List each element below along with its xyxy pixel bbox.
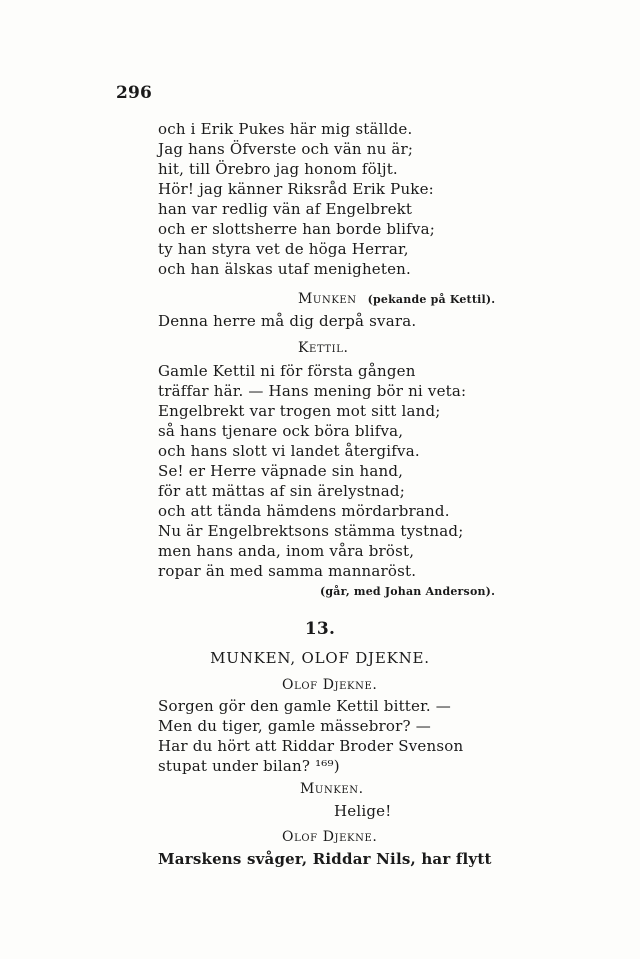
verse-line: Nu är Engelbrektsons stämma tystnad; xyxy=(158,522,464,540)
verse-line: och att tända hämdens mördarbrand. xyxy=(158,502,450,520)
verse-line: träffar här. — Hans mening bör ni veta: xyxy=(158,382,467,400)
verse-line: och hans slott vi landet återgifva. xyxy=(158,442,420,460)
verse-line: hit, till Örebro jag honom följt. xyxy=(158,160,398,178)
verse-line: han var redlig vän af Engelbrekt xyxy=(158,200,413,218)
scene-number: 13. xyxy=(304,619,336,639)
speaker-name: Munken xyxy=(298,291,357,307)
speaker-heading-munken: Munken. xyxy=(300,781,364,797)
verse-line: Sorgen gör den gamle Kettil bitter. — xyxy=(158,697,451,715)
verse-line: stupat under bilan? ¹⁶⁹) xyxy=(158,757,340,775)
verse-line: Men du tiger, gamle mässebror? — xyxy=(158,717,431,735)
verse-line: och han älskas utaf menigheten. xyxy=(158,260,412,278)
verse-line: och er slottsherre han borde blifva; xyxy=(158,220,435,238)
stage-direction: (pekande på Kettil). xyxy=(367,293,496,306)
speaker-heading-olof: Olof Djekne. xyxy=(282,677,378,693)
verse-line: ropar än med samma mannaröst. xyxy=(158,562,417,580)
speaker-heading-munken xyxy=(298,289,495,309)
verse-line: men hans anda, inom våra bröst, xyxy=(158,542,415,560)
verse-line: Se! er Herre väpnade sin hand, xyxy=(158,462,404,480)
page-number: 296 xyxy=(116,83,153,103)
verse-line: Marskens svåger, Riddar Nils, har flytt xyxy=(158,850,492,868)
speaker-heading-olof: Olof Djekne. xyxy=(282,829,378,845)
speaker-heading-kettil: Kettil. xyxy=(298,340,349,356)
verse-line: och i Erik Pukes här mig ställde. xyxy=(158,120,413,138)
scene-cast: MUNKEN, OLOF DJEKNE. xyxy=(210,649,430,667)
verse-line: för att mättas af sin ärelystnad; xyxy=(158,482,405,500)
verse-line: Engelbrekt var trogen mot sitt land; xyxy=(158,402,441,420)
verse-line: Helige! xyxy=(334,802,392,820)
verse-line: Gamle Kettil ni för första gången xyxy=(158,362,416,380)
verse-line: ty han styra vet de höga Herrar, xyxy=(158,240,409,258)
verse-line: så hans tjenare ock böra blifva, xyxy=(158,422,404,440)
stage-direction: (går, med Johan Anderson). xyxy=(320,585,496,598)
verse-line: Denna herre må dig derpå svara. xyxy=(158,312,417,330)
verse-line: Jag hans Öfverste och vän nu är; xyxy=(158,140,414,158)
verse-line: Hör! jag känner Riksråd Erik Puke: xyxy=(158,180,434,198)
verse-line: Har du hört att Riddar Broder Svenson xyxy=(158,737,464,755)
